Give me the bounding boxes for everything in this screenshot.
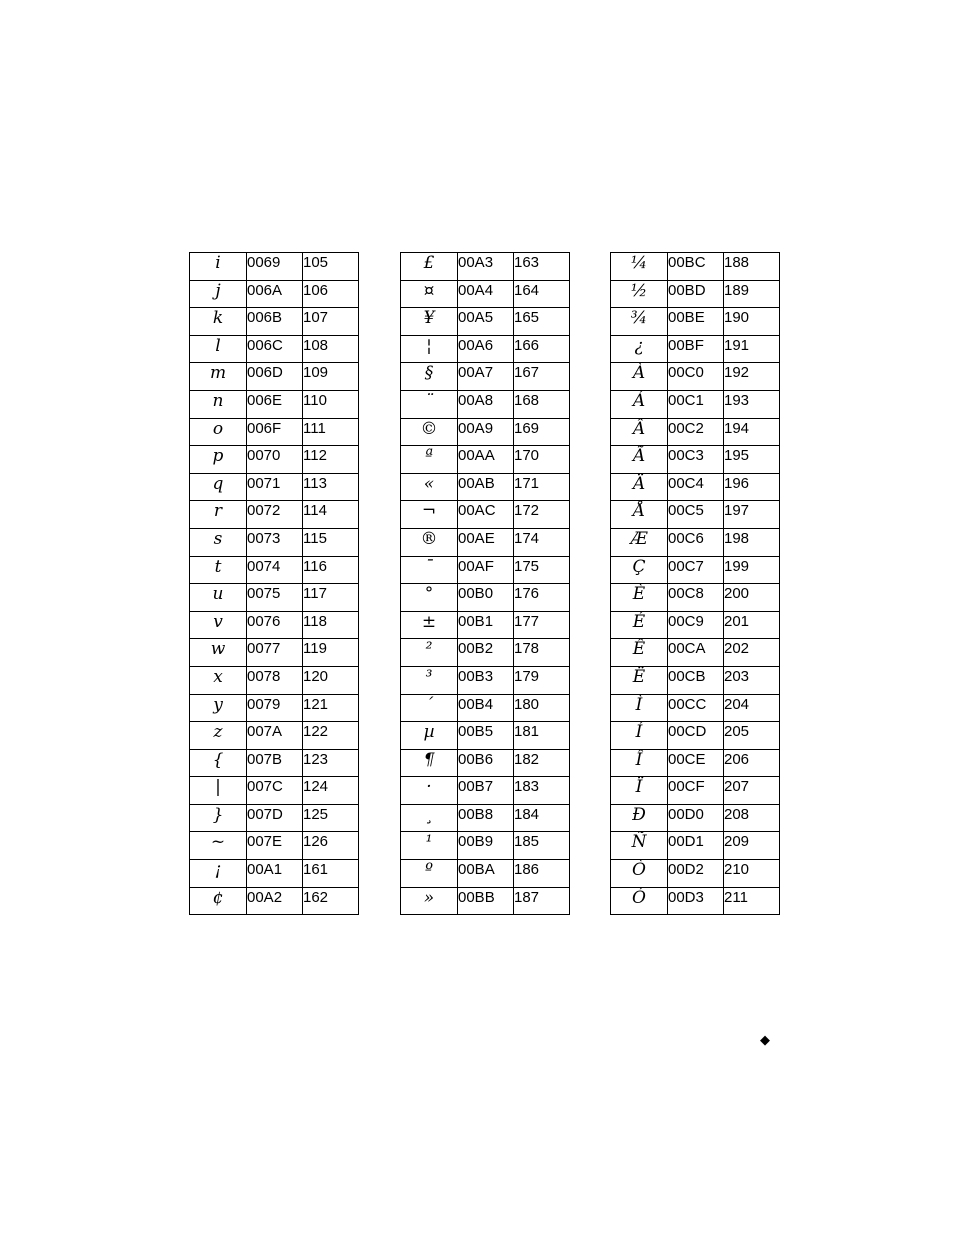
table-row [190, 280, 359, 308]
glyph-cell: q [190, 473, 247, 501]
glyph-cell: À [611, 363, 668, 391]
hex-code-cell: 00BA [458, 860, 514, 888]
hex-code-cell: 00C6 [668, 528, 724, 556]
glyph-cell: µ [401, 722, 458, 750]
decimal-code-cell: 182 [514, 749, 570, 777]
decimal-code-cell: 108 [303, 335, 359, 363]
decimal-code-cell: 115 [303, 528, 359, 556]
hex-code-cell: 00B4 [458, 694, 514, 722]
table-row [401, 308, 570, 336]
decimal-code-cell: 172 [514, 501, 570, 529]
decimal-code-cell: 186 [514, 860, 570, 888]
glyph-cell: ¯ [401, 556, 458, 584]
glyph-cell: l [190, 335, 247, 363]
table-row [611, 722, 780, 750]
table-row [401, 611, 570, 639]
table-row [190, 363, 359, 391]
hex-code-cell: 00A6 [458, 335, 514, 363]
hex-code-cell: 00B0 [458, 584, 514, 612]
hex-code-cell: 00CC [668, 694, 724, 722]
decimal-code-cell: 195 [724, 446, 780, 474]
decimal-code-cell: 164 [514, 280, 570, 308]
glyph-cell: Ì [611, 694, 668, 722]
table-row [401, 749, 570, 777]
decimal-code-cell: 106 [303, 280, 359, 308]
hex-code-cell: 00CB [668, 666, 724, 694]
decimal-code-cell: 168 [514, 390, 570, 418]
decimal-code-cell: 161 [303, 860, 359, 888]
hex-code-cell: 00C5 [668, 501, 724, 529]
hex-code-cell: 007D [247, 804, 303, 832]
hex-code-cell: 0072 [247, 501, 303, 529]
character-table-3 [610, 252, 780, 915]
glyph-cell: Ç [611, 556, 668, 584]
decimal-code-cell: 177 [514, 611, 570, 639]
hex-code-cell: 00B7 [458, 777, 514, 805]
glyph-cell: ³ [401, 666, 458, 694]
glyph-cell: ´ [401, 694, 458, 722]
hex-code-cell: 0074 [247, 556, 303, 584]
table-row [401, 501, 570, 529]
glyph-cell: i [190, 253, 247, 281]
table-row [401, 528, 570, 556]
decimal-code-cell: 191 [724, 335, 780, 363]
decimal-code-cell: 109 [303, 363, 359, 391]
hex-code-cell: 00D3 [668, 887, 724, 915]
decimal-code-cell: 107 [303, 308, 359, 336]
table-row [190, 749, 359, 777]
table-row [190, 528, 359, 556]
table-row [611, 584, 780, 612]
table-row [401, 473, 570, 501]
decimal-code-cell: 189 [724, 280, 780, 308]
decimal-code-cell: 117 [303, 584, 359, 612]
hex-code-cell: 00CE [668, 749, 724, 777]
table-row [611, 446, 780, 474]
glyph-cell: ® [401, 528, 458, 556]
decimal-code-cell: 211 [724, 887, 780, 915]
decimal-code-cell: 167 [514, 363, 570, 391]
table-row [190, 860, 359, 888]
decimal-code-cell: 110 [303, 390, 359, 418]
glyph-cell: Ð [611, 804, 668, 832]
glyph-cell: j [190, 280, 247, 308]
table-row [611, 501, 780, 529]
decimal-code-cell: 170 [514, 446, 570, 474]
decimal-code-cell: 174 [514, 528, 570, 556]
glyph-cell: Ã [611, 446, 668, 474]
glyph-cell: « [401, 473, 458, 501]
hex-code-cell: 00C7 [668, 556, 724, 584]
table-row [611, 363, 780, 391]
table-row [401, 253, 570, 281]
glyph-cell: t [190, 556, 247, 584]
glyph-cell: Ë [611, 666, 668, 694]
decimal-code-cell: 163 [514, 253, 570, 281]
glyph-cell: n [190, 390, 247, 418]
hex-code-cell: 00CF [668, 777, 724, 805]
glyph-cell: ª [401, 446, 458, 474]
table-row [190, 308, 359, 336]
glyph-cell: È [611, 584, 668, 612]
decimal-code-cell: 178 [514, 639, 570, 667]
decimal-code-cell: 111 [303, 418, 359, 446]
glyph-cell: ¡ [190, 860, 247, 888]
hex-code-cell: 00CD [668, 722, 724, 750]
decimal-code-cell: 209 [724, 832, 780, 860]
hex-code-cell: 00B9 [458, 832, 514, 860]
table-row [611, 611, 780, 639]
decimal-code-cell: 125 [303, 804, 359, 832]
decimal-code-cell: 197 [724, 501, 780, 529]
table-row [611, 335, 780, 363]
table-row [611, 860, 780, 888]
decimal-code-cell: 112 [303, 446, 359, 474]
table-row [401, 722, 570, 750]
glyph-cell: » [401, 887, 458, 915]
decimal-code-cell: 120 [303, 666, 359, 694]
decimal-code-cell: 122 [303, 722, 359, 750]
hex-code-cell: 0076 [247, 611, 303, 639]
hex-code-cell: 00C4 [668, 473, 724, 501]
character-table-2 [400, 252, 570, 915]
decimal-code-cell: 113 [303, 473, 359, 501]
glyph-cell: Ê [611, 639, 668, 667]
table-row [190, 694, 359, 722]
glyph-cell: Ó [611, 887, 668, 915]
decimal-code-cell: 187 [514, 887, 570, 915]
table-row [190, 777, 359, 805]
glyph-cell: º [401, 860, 458, 888]
glyph-cell: Î [611, 749, 668, 777]
table-row [190, 335, 359, 363]
table-row [190, 556, 359, 584]
glyph-cell: ² [401, 639, 458, 667]
decimal-code-cell: 190 [724, 308, 780, 336]
character-table-1 [189, 252, 359, 915]
glyph-cell: ¤ [401, 280, 458, 308]
table-row [611, 556, 780, 584]
table-row [190, 666, 359, 694]
hex-code-cell: 00A1 [247, 860, 303, 888]
glyph-cell: z [190, 722, 247, 750]
hex-code-cell: 0073 [247, 528, 303, 556]
decimal-code-cell: 169 [514, 418, 570, 446]
table-row [611, 666, 780, 694]
glyph-cell: § [401, 363, 458, 391]
hex-code-cell: 0069 [247, 253, 303, 281]
table-row [190, 473, 359, 501]
glyph-cell: Â [611, 418, 668, 446]
glyph-cell: É [611, 611, 668, 639]
table-row [401, 390, 570, 418]
glyph-cell: Á [611, 390, 668, 418]
table-row [611, 887, 780, 915]
glyph-cell: Ï [611, 777, 668, 805]
hex-code-cell: 00B5 [458, 722, 514, 750]
decimal-code-cell: 183 [514, 777, 570, 805]
hex-code-cell: 00C2 [668, 418, 724, 446]
hex-code-cell: 00BE [668, 308, 724, 336]
table-row [611, 473, 780, 501]
glyph-cell: ¾ [611, 308, 668, 336]
decimal-code-cell: 181 [514, 722, 570, 750]
glyph-cell: ¨ [401, 390, 458, 418]
table-row [401, 556, 570, 584]
glyph-cell: ° [401, 584, 458, 612]
bullet-diamond-icon: ◆ [760, 1033, 770, 1048]
hex-code-cell: 00A5 [458, 308, 514, 336]
table-row [611, 528, 780, 556]
glyph-cell: ¶ [401, 749, 458, 777]
hex-code-cell: 0075 [247, 584, 303, 612]
hex-code-cell: 00C9 [668, 611, 724, 639]
hex-code-cell: 00C1 [668, 390, 724, 418]
glyph-cell: ± [401, 611, 458, 639]
table-row [611, 749, 780, 777]
glyph-cell: Í [611, 722, 668, 750]
table-row [190, 887, 359, 915]
table-row [611, 777, 780, 805]
hex-code-cell: 00BB [458, 887, 514, 915]
table-row [190, 832, 359, 860]
glyph-cell: } [190, 804, 247, 832]
glyph-cell: Æ [611, 528, 668, 556]
table-row [190, 501, 359, 529]
table-row [401, 804, 570, 832]
hex-code-cell: 00AB [458, 473, 514, 501]
hex-code-cell: 006B [247, 308, 303, 336]
glyph-cell: ¸ [401, 804, 458, 832]
table-row [190, 390, 359, 418]
hex-code-cell: 0079 [247, 694, 303, 722]
table-row [611, 639, 780, 667]
decimal-code-cell: 200 [724, 584, 780, 612]
glyph-cell: £ [401, 253, 458, 281]
hex-code-cell: 006D [247, 363, 303, 391]
decimal-code-cell: 176 [514, 584, 570, 612]
hex-code-cell: 007A [247, 722, 303, 750]
decimal-code-cell: 204 [724, 694, 780, 722]
hex-code-cell: 00D0 [668, 804, 724, 832]
table-row [190, 584, 359, 612]
glyph-cell: o [190, 418, 247, 446]
glyph-cell: Ä [611, 473, 668, 501]
decimal-code-cell: 105 [303, 253, 359, 281]
hex-code-cell: 00A2 [247, 887, 303, 915]
hex-code-cell: 00B8 [458, 804, 514, 832]
hex-code-cell: 00A7 [458, 363, 514, 391]
table-row [190, 253, 359, 281]
table-row [611, 804, 780, 832]
decimal-code-cell: 193 [724, 390, 780, 418]
hex-code-cell: 00C8 [668, 584, 724, 612]
table-row [401, 584, 570, 612]
decimal-code-cell: 188 [724, 253, 780, 281]
glyph-cell: m [190, 363, 247, 391]
hex-code-cell: 007E [247, 832, 303, 860]
table-row [611, 308, 780, 336]
glyph-cell: Å [611, 501, 668, 529]
glyph-cell: r [190, 501, 247, 529]
hex-code-cell: 00BC [668, 253, 724, 281]
decimal-code-cell: 185 [514, 832, 570, 860]
decimal-code-cell: 180 [514, 694, 570, 722]
decimal-code-cell: 201 [724, 611, 780, 639]
decimal-code-cell: 124 [303, 777, 359, 805]
hex-code-cell: 00C3 [668, 446, 724, 474]
hex-code-cell: 00D2 [668, 860, 724, 888]
table-row [401, 446, 570, 474]
decimal-code-cell: 165 [514, 308, 570, 336]
glyph-cell: Ñ [611, 832, 668, 860]
hex-code-cell: 0070 [247, 446, 303, 474]
table-row [190, 804, 359, 832]
hex-code-cell: 007B [247, 749, 303, 777]
glyph-cell: ¹ [401, 832, 458, 860]
table-row [401, 860, 570, 888]
table-row [611, 253, 780, 281]
table-row [401, 639, 570, 667]
glyph-cell: ½ [611, 280, 668, 308]
glyph-cell: x [190, 666, 247, 694]
decimal-code-cell: 126 [303, 832, 359, 860]
decimal-code-cell: 121 [303, 694, 359, 722]
hex-code-cell: 00B1 [458, 611, 514, 639]
hex-code-cell: 00A9 [458, 418, 514, 446]
hex-code-cell: 006E [247, 390, 303, 418]
hex-code-cell: 00C0 [668, 363, 724, 391]
hex-code-cell: 00BD [668, 280, 724, 308]
glyph-cell: © [401, 418, 458, 446]
glyph-cell: p [190, 446, 247, 474]
decimal-code-cell: 179 [514, 666, 570, 694]
table-row [401, 666, 570, 694]
glyph-cell: s [190, 528, 247, 556]
decimal-code-cell: 198 [724, 528, 780, 556]
hex-code-cell: 00AC [458, 501, 514, 529]
hex-code-cell: 00A8 [458, 390, 514, 418]
hex-code-cell: 0071 [247, 473, 303, 501]
hex-code-cell: 00AA [458, 446, 514, 474]
table-row [611, 418, 780, 446]
glyph-cell: ¦ [401, 335, 458, 363]
hex-code-cell: 00BF [668, 335, 724, 363]
glyph-cell: u [190, 584, 247, 612]
decimal-code-cell: 114 [303, 501, 359, 529]
decimal-code-cell: 184 [514, 804, 570, 832]
table-row [611, 280, 780, 308]
hex-code-cell: 00A3 [458, 253, 514, 281]
decimal-code-cell: 203 [724, 666, 780, 694]
glyph-cell: w [190, 639, 247, 667]
table-row [611, 694, 780, 722]
table-row [401, 694, 570, 722]
table-row [401, 335, 570, 363]
decimal-code-cell: 205 [724, 722, 780, 750]
table-row [401, 363, 570, 391]
glyph-cell: ¢ [190, 887, 247, 915]
table-row [190, 639, 359, 667]
glyph-cell: | [190, 777, 247, 805]
glyph-cell: ¥ [401, 308, 458, 336]
decimal-code-cell: 207 [724, 777, 780, 805]
table-row [190, 611, 359, 639]
glyph-cell: { [190, 749, 247, 777]
glyph-cell: y [190, 694, 247, 722]
hex-code-cell: 00D1 [668, 832, 724, 860]
decimal-code-cell: 123 [303, 749, 359, 777]
table-row [401, 887, 570, 915]
table-row [190, 722, 359, 750]
hex-code-cell: 0077 [247, 639, 303, 667]
table-row [190, 418, 359, 446]
table-row [611, 390, 780, 418]
decimal-code-cell: 208 [724, 804, 780, 832]
decimal-code-cell: 175 [514, 556, 570, 584]
decimal-code-cell: 202 [724, 639, 780, 667]
glyph-cell: · [401, 777, 458, 805]
glyph-cell: k [190, 308, 247, 336]
hex-code-cell: 00B6 [458, 749, 514, 777]
glyph-cell: ¼ [611, 253, 668, 281]
hex-code-cell: 00CA [668, 639, 724, 667]
glyph-cell: Ò [611, 860, 668, 888]
hex-code-cell: 00A4 [458, 280, 514, 308]
hex-code-cell: 006F [247, 418, 303, 446]
decimal-code-cell: 194 [724, 418, 780, 446]
table-row [401, 280, 570, 308]
decimal-code-cell: 166 [514, 335, 570, 363]
hex-code-cell: 00B2 [458, 639, 514, 667]
hex-code-cell: 00AE [458, 528, 514, 556]
decimal-code-cell: 119 [303, 639, 359, 667]
decimal-code-cell: 192 [724, 363, 780, 391]
decimal-code-cell: 118 [303, 611, 359, 639]
hex-code-cell: 006A [247, 280, 303, 308]
hex-code-cell: 0078 [247, 666, 303, 694]
glyph-cell: ¿ [611, 335, 668, 363]
hex-code-cell: 00B3 [458, 666, 514, 694]
hex-code-cell: 007C [247, 777, 303, 805]
decimal-code-cell: 171 [514, 473, 570, 501]
decimal-code-cell: 210 [724, 860, 780, 888]
glyph-cell: ¬ [401, 501, 458, 529]
decimal-code-cell: 162 [303, 887, 359, 915]
table-row [401, 418, 570, 446]
table-row [190, 446, 359, 474]
hex-code-cell: 006C [247, 335, 303, 363]
table-row [401, 777, 570, 805]
decimal-code-cell: 206 [724, 749, 780, 777]
hex-code-cell: 00AF [458, 556, 514, 584]
decimal-code-cell: 116 [303, 556, 359, 584]
decimal-code-cell: 199 [724, 556, 780, 584]
table-row [401, 832, 570, 860]
glyph-cell: v [190, 611, 247, 639]
glyph-cell: ~ [190, 832, 247, 860]
table-row [611, 832, 780, 860]
decimal-code-cell: 196 [724, 473, 780, 501]
